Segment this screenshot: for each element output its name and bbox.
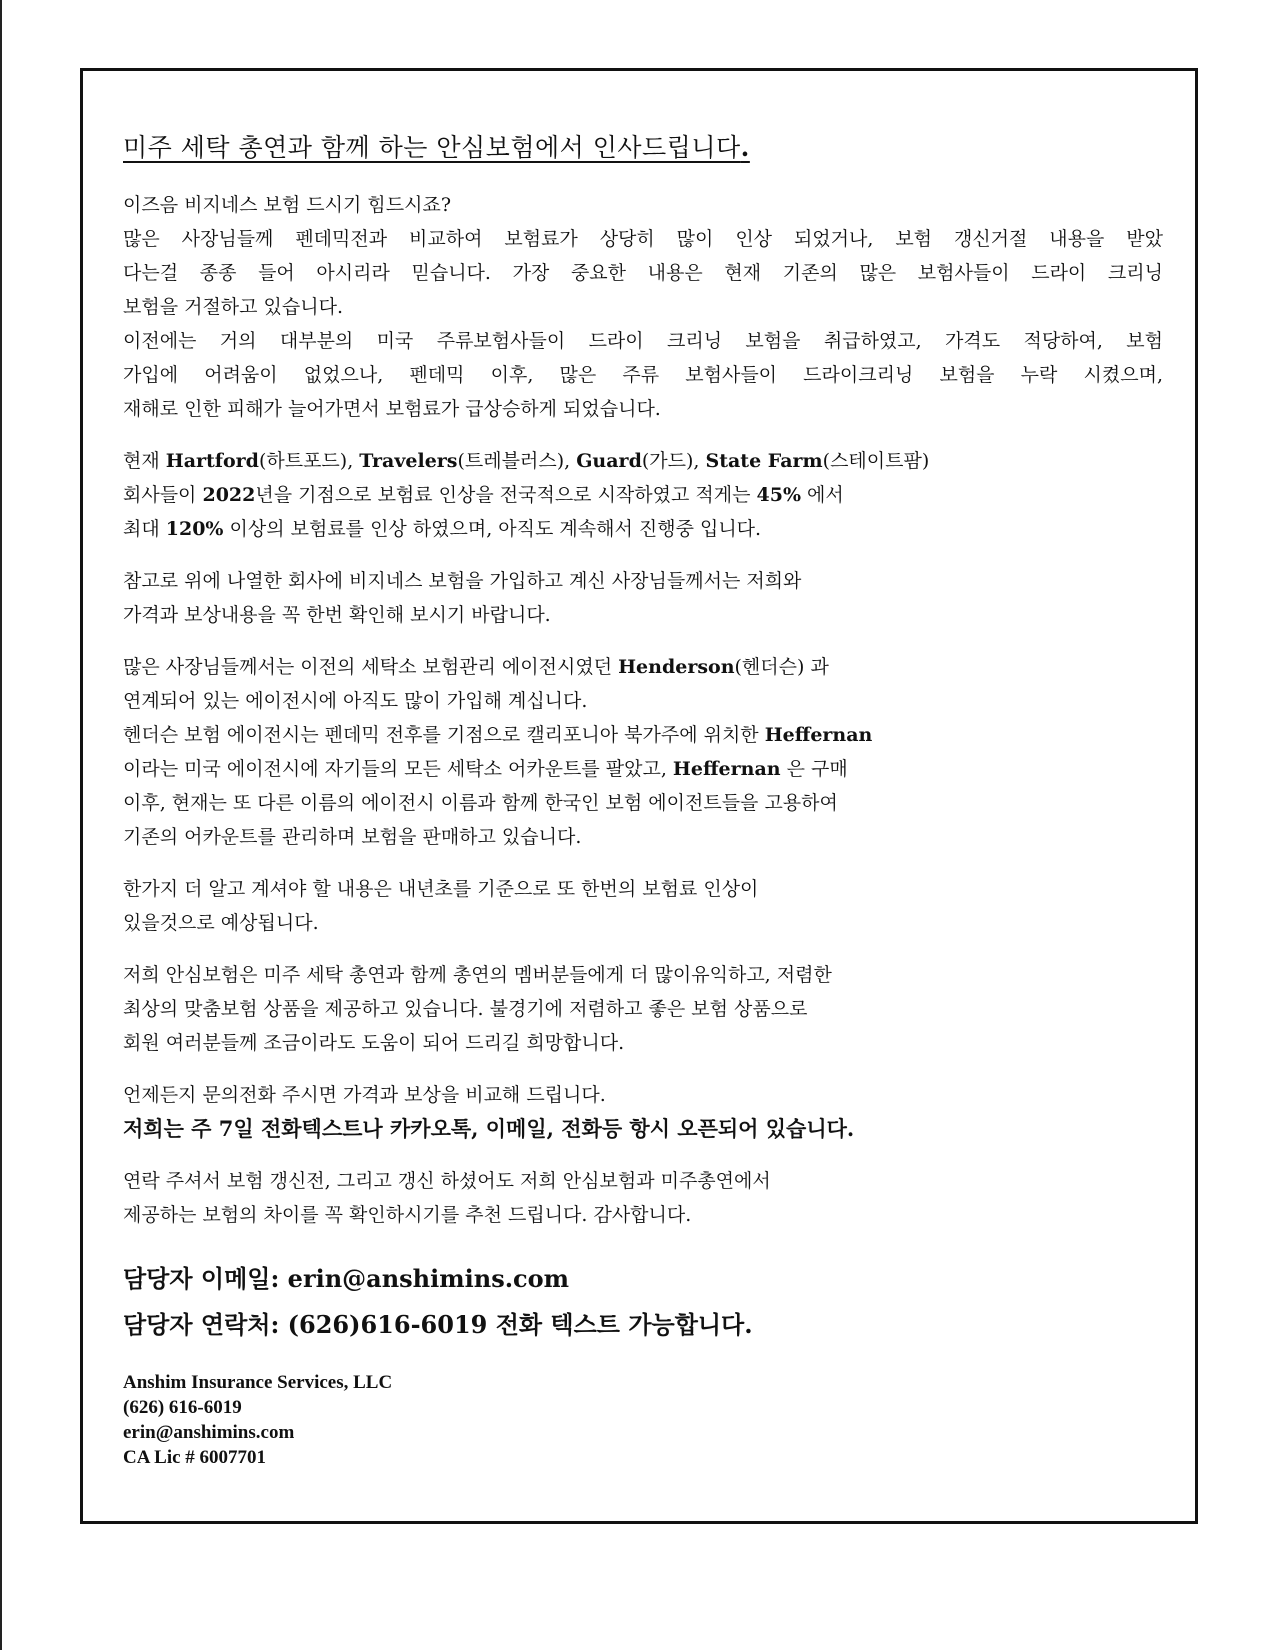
text-line: 재해로 인한 피해가 늘어가면서 보험료가 급상승하게 되었습니다. bbox=[123, 398, 661, 420]
contact-block bbox=[123, 1256, 1163, 1348]
text-line: 한가지 더 알고 계셔야 할 내용은 내년초를 기준으로 또 한번의 보험료 인상이 bbox=[123, 878, 759, 900]
open-hours-line: 저희는 주 7일 전화텍스트나 카카오톡, 이메일, 전화등 항시 오픈되어 있습니다. bbox=[123, 1116, 855, 1141]
text-line: 연계되어 있는 에이전시에 아직도 많이 가입해 계십니다. bbox=[123, 690, 588, 712]
text-line: 최상의 맞춤보험 상품을 제공하고 있습니다. 불경기에 저렴하고 좋은 보험 상품으로 bbox=[123, 998, 808, 1020]
signature-block bbox=[123, 1370, 1163, 1470]
company-email: erin@anshimins.com bbox=[123, 1422, 295, 1443]
paragraph-next-increase bbox=[123, 872, 1163, 940]
text-fragment: 이라는 미국 에이전시에 자기들의 모든 세탁소 어카운트를 팔았고, bbox=[123, 758, 673, 780]
text-line: 연락 주셔서 보험 갱신전, 그리고 갱신 하셨어도 저희 안심보험과 미주총연에서 bbox=[123, 1170, 771, 1192]
text-fragment: 현재 bbox=[123, 450, 166, 472]
text-line bbox=[123, 478, 1163, 512]
text-line: 언제든지 문의전화 주시면 가격과 보상을 비교해 드립니다. bbox=[123, 1084, 606, 1106]
contact-phone-line: 담당자 연락처: (626)616-6019 전화 텍스트 가능합니다. bbox=[123, 1310, 753, 1339]
paragraph-henderson bbox=[123, 650, 1163, 854]
paragraph-anshim bbox=[123, 958, 1163, 1060]
text-fragment: 에서 bbox=[801, 484, 844, 506]
text-line: 많은 사장님들께 펜데믹전과 비교하여 보험료가 상당히 많이 인상 되었거나, 보험 갱신거절 내용을 받았 bbox=[123, 228, 1163, 250]
text-fragment: 많은 사장님들께서는 이전의 세탁소 보험관리 에이전시였던 bbox=[123, 656, 619, 678]
letter-title-period: . bbox=[740, 133, 750, 162]
letter-title-text: 미주 세탁 총연과 함께 하는 안심보험에서 인사드립니다 bbox=[123, 133, 741, 162]
company-name: State Farm bbox=[705, 450, 823, 472]
page-left-edge bbox=[0, 0, 2, 1650]
company-name: Anshim Insurance Services, LLC bbox=[123, 1372, 393, 1393]
letter-content bbox=[123, 128, 1163, 1470]
text-fragment: (헨더슨) 과 bbox=[734, 656, 829, 678]
company-phone: (626) 616-6019 bbox=[123, 1397, 242, 1418]
company-name: Heffernan bbox=[764, 724, 873, 746]
text-fragment: (트레블러스), bbox=[457, 450, 577, 472]
text-line bbox=[123, 650, 1163, 684]
year-value: 2022 bbox=[202, 484, 256, 506]
text-fragment: (가드), bbox=[641, 450, 706, 472]
license-number: CA Lic # 6007701 bbox=[123, 1447, 267, 1468]
text-line: 가입에 어려움이 없었으나, 펜데믹 이후, 많은 주류 보험사들이 드라이크리닝 보험을 누락 시켰으며, bbox=[123, 364, 1163, 386]
paragraph-insurers bbox=[123, 444, 1163, 546]
paragraph-intro bbox=[123, 188, 1163, 426]
text-line bbox=[123, 444, 1163, 478]
paragraph-closing bbox=[123, 1164, 1163, 1232]
text-fragment: 회사들이 bbox=[123, 484, 203, 506]
company-name: Travelers bbox=[359, 450, 458, 472]
text-fragment: (하트포드), bbox=[258, 450, 360, 472]
text-fragment: 은 구매 bbox=[780, 758, 848, 780]
text-line: 보험을 거절하고 있습니다. bbox=[123, 296, 344, 318]
paragraph-contact-us bbox=[123, 1078, 1163, 1146]
company-name: Hartford bbox=[165, 450, 259, 472]
text-line: 있을것으로 예상됩니다. bbox=[123, 912, 319, 934]
contact-email-line: 담당자 이메일: erin@anshimins.com bbox=[123, 1264, 570, 1293]
letter-title bbox=[123, 128, 1163, 164]
company-name: Guard bbox=[576, 450, 642, 472]
paragraph-compare bbox=[123, 564, 1163, 632]
text-line: 이전에는 거의 대부분의 미국 주류보험사들이 드라이 크리닝 보험을 취급하였고, 가격도 적당하여, 보험 bbox=[123, 330, 1163, 352]
text-line: 다는걸 종종 들어 아시리라 믿습니다. 가장 중요한 내용은 현재 기존의 많은 보험사들이 드라이 크리닝 bbox=[123, 262, 1163, 284]
text-fragment: 최대 bbox=[123, 518, 166, 540]
text-fragment: (스테이트팜) bbox=[822, 450, 930, 472]
text-line: 제공하는 보험의 차이를 꼭 확인하시기를 추천 드립니다. 감사합니다. bbox=[123, 1204, 692, 1226]
percent-value: 45% bbox=[756, 484, 801, 506]
text-line bbox=[123, 718, 1163, 752]
text-line: 이즈음 비지네스 보험 드시기 힘드시죠? bbox=[123, 194, 452, 216]
text-line bbox=[123, 752, 1163, 786]
text-line: 회원 여러분들께 조금이라도 도움이 되어 드리길 희망합니다. bbox=[123, 1032, 625, 1054]
percent-value: 120% bbox=[165, 518, 224, 540]
text-line bbox=[123, 512, 1163, 546]
company-name: Heffernan bbox=[672, 758, 781, 780]
text-line: 이후, 현재는 또 다른 이름의 에이전시 이름과 함께 한국인 보험 에이전트들을 고용하여 bbox=[123, 792, 838, 814]
text-line: 저희 안심보험은 미주 세탁 총연과 함께 총연의 멤버분들에게 더 많이유익하고, 저렴한 bbox=[123, 964, 832, 986]
text-line: 참고로 위에 나열한 회사에 비지네스 보험을 가입하고 계신 사장님들께서는 저희와 bbox=[123, 570, 802, 592]
text-fragment: 이상의 보험료를 인상 하였으며, 아직도 계속해서 진행중 입니다. bbox=[223, 518, 762, 540]
company-name: Henderson bbox=[618, 656, 735, 678]
text-line: 가격과 보상내용을 꼭 한번 확인해 보시기 바랍니다. bbox=[123, 604, 551, 626]
text-fragment: 년을 기점으로 보험료 인상을 전국적으로 시작하였고 적게는 bbox=[255, 484, 757, 506]
text-line: 기존의 어카운트를 관리하며 보험을 판매하고 있습니다. bbox=[123, 826, 582, 848]
text-fragment: 헨더슨 보험 에이전시는 펜데믹 전후를 기점으로 캘리포니아 북가주에 위치한 bbox=[123, 724, 765, 746]
